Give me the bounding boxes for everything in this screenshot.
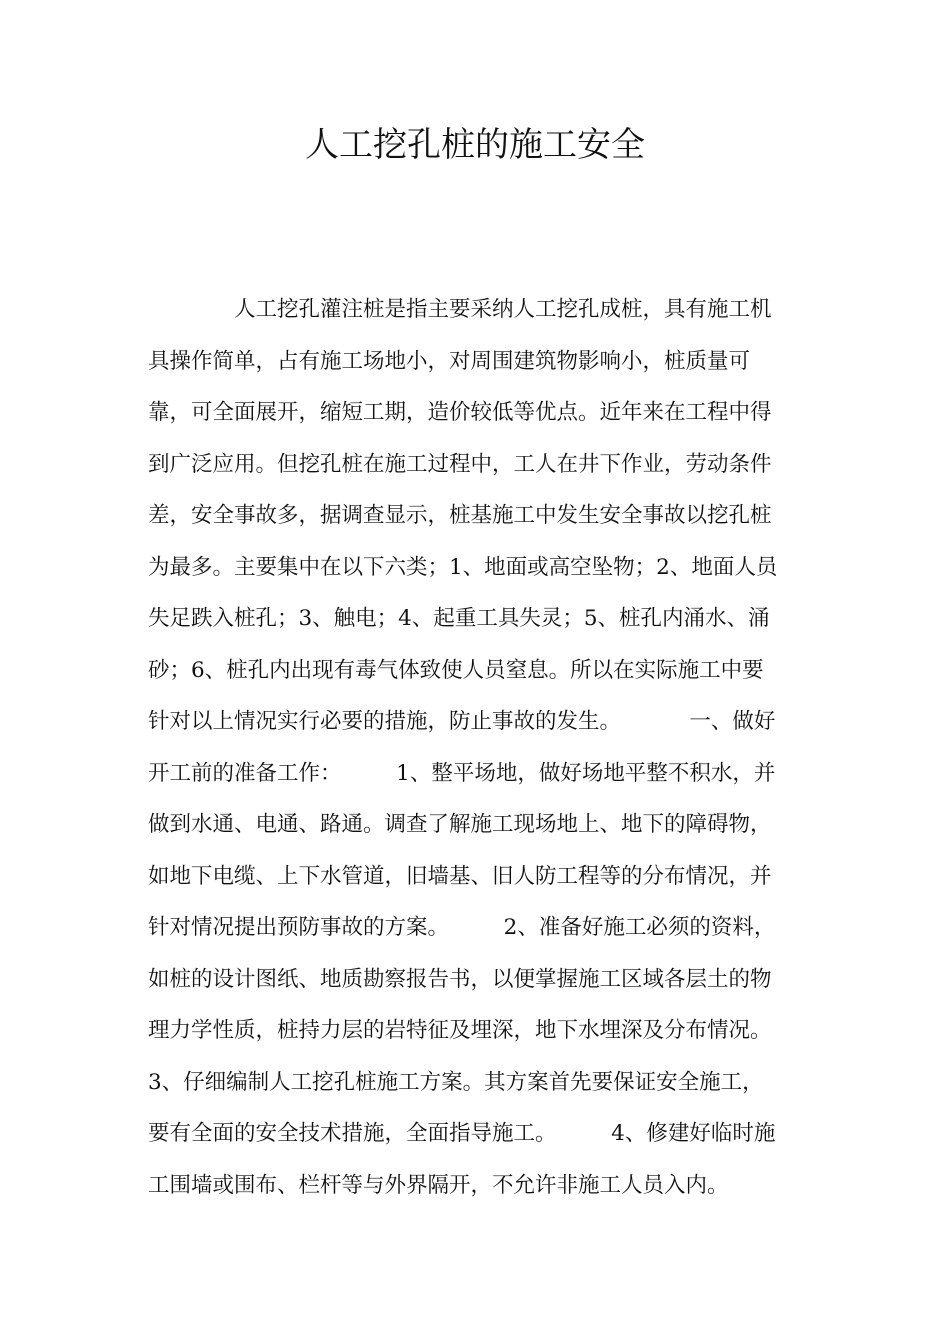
document-title: 人工挖孔桩的施工安全: [305, 125, 645, 165]
body-line: 砂；6、桩孔内出现有毒气体致使人员窒息。所以在实际施工中要: [148, 657, 764, 683]
body-line: 开工前的准备工作： 1、整平场地，做好场地平整不积水，并: [148, 760, 776, 786]
body-line: 失足跌入桩孔；3、触电；4、起重工具失灵；5、桩孔内涌水、涌: [148, 606, 770, 631]
body-line: 3、仔细编制人工挖孔桩施工方案。其方案首先要保证安全施工，: [148, 1069, 764, 1095]
body-line: 如桩的设计图纸、地质勘察报告书，以便掌握施工区域各层土的物: [148, 966, 772, 992]
body-line: 到广泛应用。但挖孔桩在施工过程中，工人在井下作业，劳动条件: [148, 451, 772, 477]
body-line: 靠，可全面展开，缩短工期，造价较低等优点。近年来在工程中得: [148, 400, 772, 425]
body-line: 工围墙或围布、栏杆等与外界隔开，不允许非施工人员入内。: [148, 1172, 729, 1198]
body-line: 针对情况提出预防事故的方案。 2、准备好施工必须的资料，: [148, 915, 776, 940]
body-line: 针对以上情况实行必要的措施，防止事故的发生。 一、做好: [148, 709, 776, 734]
body-line: 如地下电缆、上下水管道，旧墙基、旧人防工程等的分布情况，并: [148, 863, 772, 889]
document-body: [148, 284, 798, 1211]
body-line: 为最多。主要集中在以下六类；1、地面或高空坠物；2、地面人员: [148, 554, 778, 580]
body-line: 具操作简单，占有施工场地小，对周围建筑物影响小，桩质量可: [148, 348, 751, 374]
body-line: 人工挖孔灌注桩是指主要采纳人工挖孔成桩，具有施工机: [234, 297, 772, 322]
body-line: 差，安全事故多，据调查显示，桩基施工中发生安全事故以挖孔桩: [148, 503, 772, 528]
body-line: 要有全面的安全技术措施，全面指导施工。 4、修建好临时施: [148, 1121, 776, 1146]
body-line: 理力学性质，桩持力层的岩特征及埋深，地下水埋深及分布情况。: [148, 1018, 772, 1043]
body-line: 做到水通、电通、路通。调查了解施工现场地上、地下的障碍物，: [148, 812, 772, 837]
